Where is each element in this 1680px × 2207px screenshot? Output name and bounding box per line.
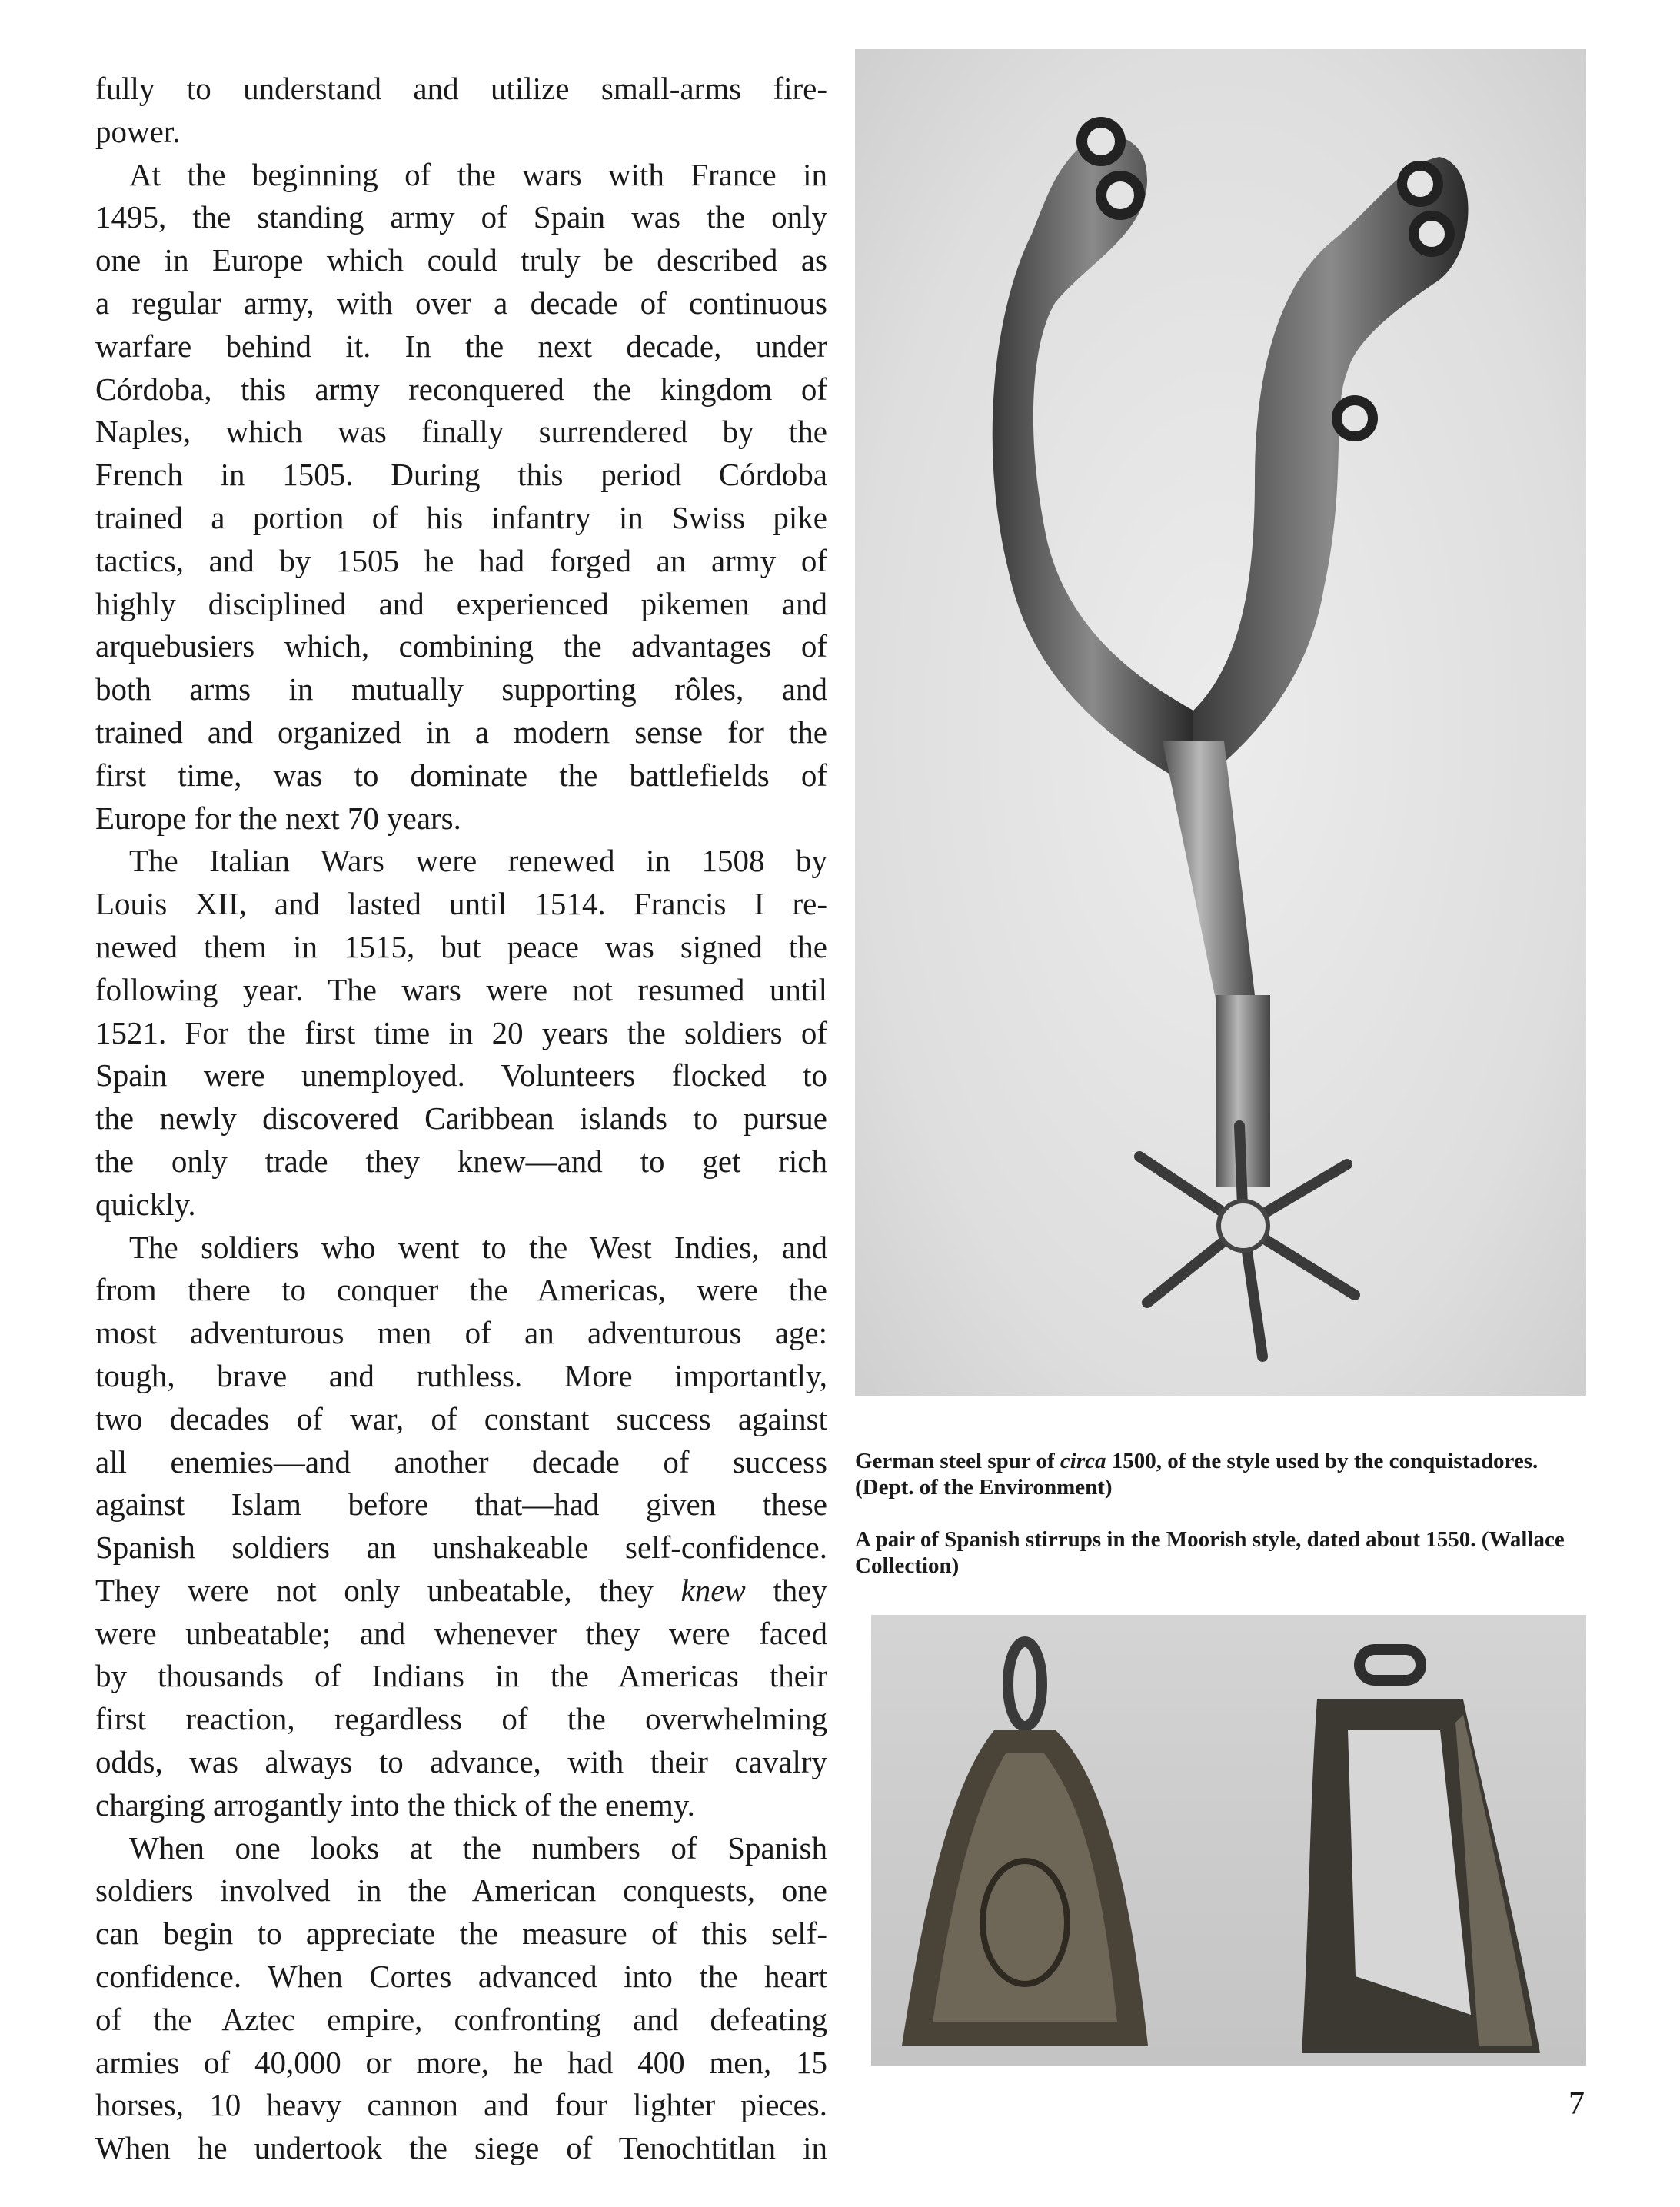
italic-text: knew [680,1572,746,1608]
text-line: by thousands of Indians in the Americas their [95,1658,827,1694]
text-line: 1495, the standing army of Spain was the only [95,199,827,235]
text-line: a regular army, with over a decade of continuous [95,285,827,321]
text-line: highly disciplined and experienced pikemen and [95,585,827,621]
text-line: can begin to appreciate the measure of this self- [95,1916,827,1952]
text-line: odds, was always to advance, with their cavalry [95,1744,827,1780]
text-line: power. [95,113,181,149]
text-line: Córdoba, this army reconquered the kingdom of [95,371,827,407]
text-line: of the Aztec empire, confronting and defeating [95,2001,827,2037]
stirrups-photo [871,1615,1586,2066]
text-segment: they [745,1572,827,1608]
text-line: quickly. [95,1186,196,1222]
text-line: first time, was to dominate the battlefields of [95,757,827,793]
caption-text: German steel spur of [855,1449,1060,1473]
text-line: The soldiers who went to the West Indies, and [129,1229,827,1265]
text-line: were unbeatable; and whenever they were faced [95,1615,827,1651]
text-line: armies of 40,000 or more, he had 400 men, 15 [95,2044,827,2080]
text-line: both arms in mutually supporting rôles, and [95,671,827,707]
body-text-column [95,68,827,2170]
text-line: trained a portion of his infantry in Swiss pike [95,499,827,535]
text-line: 1521. For the first time in 20 years the soldiers of [95,1014,827,1050]
text-line: the newly discovered Caribbean islands to pursue [95,1100,827,1137]
text-line: newed them in 1515, but peace was signed the [95,928,827,964]
text-line: two decades of war, of constant success against [95,1400,827,1436]
caption-text: 1500, of the style used by the conquistadores. (Dept. of the Environment) [855,1449,1539,1500]
text-line: tactics, and by 1505 he had forged an army of [95,542,827,578]
text-line: When one looks at the numbers of Spanish [129,1829,827,1866]
text-line: horses, 10 heavy cannon and four lighter pieces. [95,2087,827,2123]
spur-photo [855,49,1586,1396]
text-line [95,1570,827,1613]
text-line: the only trade they knew—and to get rich [95,1143,827,1179]
spur-image [855,49,1586,1396]
text-line: from there to conquer the Americas, were the [95,1272,827,1308]
text-line: French in 1505. During this period Córdoba [95,457,827,493]
text-line: one in Europe which could truly be described as [95,242,827,278]
text-line: Naples, which was finally surrendered by the [95,414,827,450]
spur-caption [855,1448,1593,1500]
text-line: At the beginning of the wars with France in [129,156,827,192]
text-line: all enemies—and another decade of success [95,1443,827,1480]
text-line: When he undertook the siege of Tenochtitlan in [95,2130,827,2166]
caption-italic: circa [1060,1449,1106,1473]
text-line: soldiers involved in the American conquests, one [95,1872,827,1909]
text-line: charging arrogantly into the thick of the enemy. [95,1786,695,1823]
text-line: warfare behind it. In the next decade, under [95,328,827,364]
page-number: 7 [1569,2086,1585,2122]
text-line: Spanish soldiers an unshakeable self-confidence. [95,1530,827,1566]
text-line: arquebusiers which, combining the advantages of [95,628,827,664]
text-line: most adventurous men of an adventurous age: [95,1315,827,1351]
text-line: tough, brave and ruthless. More importantly, [95,1357,827,1393]
stirrups-caption: A pair of Spanish stirrups in the Moorish style, dated about 1550. (Wallace Collection) [855,1527,1565,1578]
text-line: Europe for the next 70 years. [95,800,461,836]
text-line: confidence. When Cortes advanced into the heart [95,1959,827,1995]
text-segment: They were not only unbeatable, they [95,1572,681,1608]
stirrups-image [871,1615,1586,2066]
text-line: fully to understand and utilize small-arms fire- [95,71,827,106]
text-line: trained and organized in a modern sense for the [95,714,827,750]
text-line: Spain were unemployed. Volunteers flocked to [95,1057,827,1094]
text-line: The Italian Wars were renewed in 1508 by [129,843,827,879]
text-line: following year. The wars were not resumed until [95,971,827,1007]
text-line: against Islam before that—had given these [95,1486,827,1523]
text-line: first reaction, regardless of the overwhelming [95,1701,827,1737]
text-line: Louis XII, and lasted until 1514. Francis I re- [95,886,827,922]
